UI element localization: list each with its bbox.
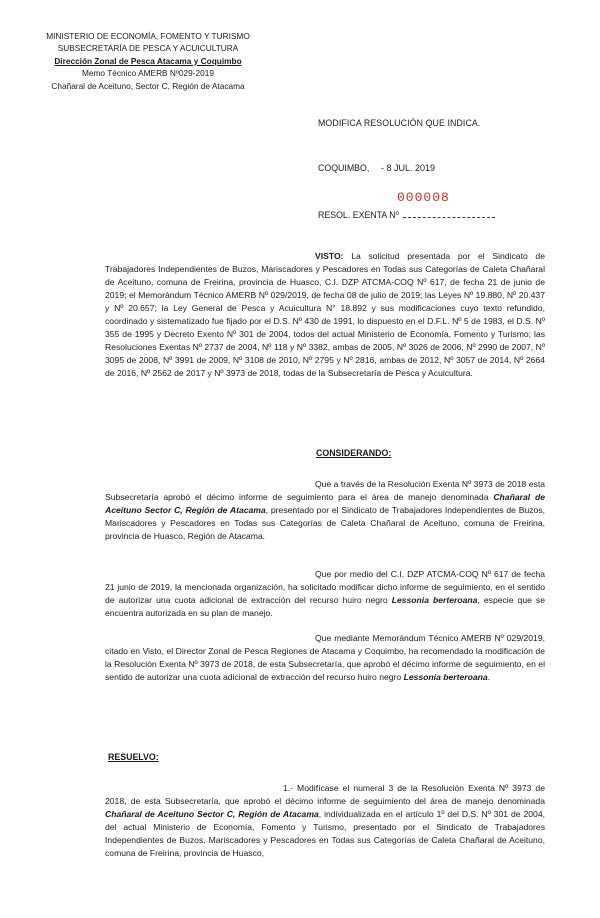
considerando-paragraph-2: Que por medio del C.I. DZP ATCMA-COQ Nº 617 de fecha 21 junio de 2019, la mencionada organización, ha solicitado modificar dicho informe de seguimiento, en el sentido de autorizar una cuota adicional de extracción del recurso huiro negro Lessonia berteroana, especie que se encuentra autorizada en su plan de manejo. bbox=[105, 569, 545, 618]
considerando-heading: CONSIDERANDO: bbox=[316, 448, 392, 458]
resuelvo-heading: RESUELVO: bbox=[108, 752, 159, 762]
sector-reference: Chañaral de Aceituno, Sector C, Región de Atacama bbox=[51, 80, 245, 91]
resolution-number-blank bbox=[403, 209, 495, 218]
issue-date-stamp: - 8 JUL. 2019 bbox=[381, 163, 436, 173]
resolution-label bbox=[318, 209, 495, 220]
document-subject: MODIFICA RESOLUCIÓN QUE INDICA. bbox=[318, 118, 481, 128]
memo-reference: Memo Técnico AMERB Nº029-2019 bbox=[81, 68, 214, 79]
letterhead bbox=[28, 30, 268, 92]
considerando-paragraph-3: Que mediante Memorándum Técnico AMERB Nº 029/2019, citado en Visto, el Director Zonal de Pesca Regiones de Atacama y Coquimbo, ha recomendado la modificación de la Resolución Exenta Nº 3973 de 2018, de esta Subsecretaría, que aprobó el décimo informe de seguimiento, en el sentido de autorizar una cuota adicional de extracción del recurso huiro negro Lessonia berteroana. bbox=[105, 633, 545, 682]
ministry-name: MINISTERIO DE ECONOMÍA, FOMENTO Y TURISMO bbox=[46, 31, 250, 41]
considerando-paragraph-1: Que a través de la Resolución Exenta Nº 3973 de 2018 esta Subsecretaría aprobó el décimo informe de seguimiento para el área de manejo denominada Chañaral de Aceituno Sector C, Región de Atacama, presentado por el Sindicato de Trabajadores Independientes de Buzos, Mariscadores y Pescadores en Todas sus Categorías de Caleta Chañaral de Aceituno, comuna de Freirina, provincia de Huasco, Región de Atacama. bbox=[105, 479, 546, 541]
species-name: Lessonia berteroana bbox=[391, 595, 478, 605]
visto-label: VISTO: bbox=[315, 251, 344, 261]
resuelvo-paragraph-1: 1.- Modifícase el numeral 3 de la Resolución Exenta Nº 3973 de 2018, de esta Subsecretaría, que aprobó el décimo informe de seguimiento del área de manejo denominada Chañaral de Aceituno Sector C, Región de Atacama, individualizada en el artículo 1º del D.S. Nº 301 de 2004, del actual Ministerio de Economía, Fomento y Turismo, presentado por el Sindicato de Trabajadores Independientes de Buzos, Mariscadores y Pescadores en Todas sus Categorías de Caleta Chañaral de Aceituno, comuna de Freirina, provincia de Huasco, bbox=[105, 783, 545, 858]
visto-text: La solicitud presentada por el Sindicato de Trabajadores Independientes de Buzos, Mariscadores y Pescadores en Todas sus Categorías de Caleta Chañaral de Aceituno, comuna de Freirina, provincia de Huasco, C.I. DZP ATCMA-COQ Nº 617, de fecha 21 de junio de 2019; el Memorándum Técnico AMERB Nº 029/2019, de fecha 08 de julio de 2019; las Leyes Nº 19.880, Nº 20.437 y Nº 20.657; la Ley General de Pesca y Acuicultura N° 18.892 y sus modificaciones cuyo texto refundido, coordinado y sistematizado fue fijado por el D.S. Nº 430 de 1991, lo dispuesto en el D.F.L. Nº 5 de 1983, el D.S. Nº 355 de 1995 y Decreto Exento Nº 301 de 2004, todos del actual Ministerio de Economía, Fomento y Turismo; las Resoluciones Exentas Nº 2737 de 2004, Nº 118 y Nº 3382, ambas de 2005, Nº 3026 de 2006, Nº 2990 de 2007, Nº 3095 de 2008, Nº 3991 de 2009, Nº 3108 de 2010, Nº 2795 y Nº 2816, ambas de 2012, Nº 3057 de 2014, Nº 2664 de 2016, Nº 2562 de 2017 y Nº 3973 de 2018, todas de la Subsecretaría de Pesca y Acuicultura. bbox=[105, 251, 545, 378]
subsecretariat-name: SUBSECRETARÍA DE PESCA Y ACUICULTURA bbox=[57, 43, 239, 54]
species-name: Lessonia berteroana bbox=[403, 672, 488, 682]
area-name: Chañaral de Aceituno Sector C, Región de Atacama bbox=[105, 492, 545, 515]
resolution-number-stamp: 000008 bbox=[397, 190, 450, 205]
area-name: Chañaral de Aceituno Sector C, Región de Atacama bbox=[105, 809, 319, 819]
resolution-label-text: RESOL. EXENTA Nº bbox=[318, 210, 399, 220]
zonal-direction-name: Dirección Zonal de Pesca Atacama y Coquimbo bbox=[54, 55, 242, 66]
issue-place: COQUIMBO, bbox=[318, 163, 370, 173]
visto-paragraph bbox=[105, 250, 545, 380]
